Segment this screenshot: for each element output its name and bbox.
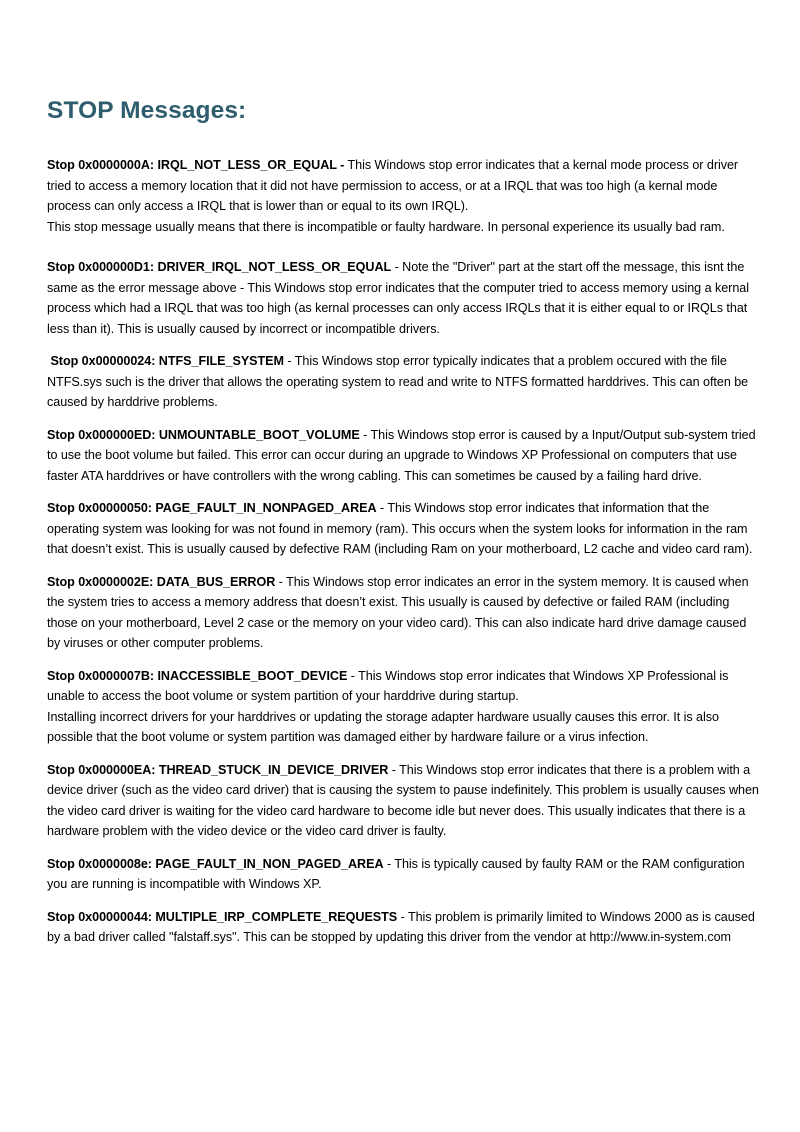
stop-code: Stop 0x0000008e: PAGE_FAULT_IN_NON_PAGED_AREA — [47, 856, 384, 871]
stop-entry-0x000000D1 — [47, 257, 759, 339]
stop-entry-0x0000007B — [47, 666, 759, 748]
stop-entry-0x0000008e — [47, 854, 759, 895]
entry-paragraph — [47, 155, 759, 217]
stop-code: Stop 0x000000ED: UNMOUNTABLE_BOOT_VOLUME — [47, 427, 360, 442]
stop-code: Stop 0x0000007B: INACCESSIBLE_BOOT_DEVICE — [47, 668, 348, 683]
stop-description: - This Windows stop error indicates that Windows XP Professional is unable to access the boot volume or system partition of your harddrive during startup. — [47, 668, 729, 703]
entry-paragraph — [47, 498, 759, 560]
stop-code: Stop 0x0000002E: DATA_BUS_ERROR — [47, 574, 276, 589]
entry-paragraph — [47, 257, 759, 339]
entry-paragraph — [47, 907, 759, 948]
stop-code: Stop 0x000000D1: DRIVER_IRQL_NOT_LESS_OR_EQUAL — [47, 260, 392, 274]
stop-description: This Windows stop error indicates that a kernal mode process or driver tried to access a memory location that it did not have permission to access, or at a IRQL that was too high (a kernal mode process can only access a IRQL that is lower than or equal to its own IRQL). — [47, 158, 739, 213]
stop-description: - This Windows stop error is caused by a Input/Output sub-system tried to use the boot volume but failed. This error can occur during an upgrade to Windows XP Professional on computers that use faster ATA harddrives or have controllers with the wrong cabling. This can sometimes be caused by a failing hard drive. — [47, 427, 756, 483]
stop-entry-0x00000050 — [47, 498, 759, 560]
stop-code: Stop 0x00000024: NTFS_FILE_SYSTEM — [47, 354, 284, 368]
entry-extra-paragraph: Installing incorrect drivers for your harddrives or updating the storage adapter hardware usually causes this error. It is also possible that the boot volume or system partition was damaged either by hardware failure or a virus infection. — [47, 709, 719, 744]
entry-paragraph — [47, 760, 759, 842]
stop-description: - This problem is primarily limited to Windows 2000 as is caused by a bad driver called "falstaff.sys". This can be stopped by updating this driver from the vendor at http://www.in-system.com — [47, 909, 755, 944]
stop-code: Stop 0x00000050: PAGE_FAULT_IN_NONPAGED_AREA — [47, 501, 377, 515]
entry-paragraph — [47, 854, 759, 895]
entry-paragraph — [47, 425, 759, 487]
stop-entry-0x000000ED — [47, 425, 759, 487]
stop-description: - Note the "Driver" part at the start off the message, this isnt the same as the error message above - This Windows stop error indicates that the computer tried to access memory using a kernal process which had a IRQL that was too high (as kernal processes can only access IRQLs that it is either equal to or IRQLs that less than it). This is usually caused by incorrect or incompatible drivers. — [47, 260, 749, 336]
stop-description: - This Windows stop error indicates an error in the system memory. It is caused when the system tries to access a memory address that doesn’t exist. This usually is caused by defective or failed RAM (including those on your motherboard, Level 2 case or the memory on your video card). This can also indicate hard drive damage caused by viruses or other computer problems. — [47, 574, 749, 650]
stop-description: - This Windows stop error typically indicates that a problem occured with the file NTFS.sys such is the driver that allows the operating system to read and write to NTFS formatted harddrives. This can often be caused by harddrive problems. — [47, 354, 749, 409]
stop-description: - This Windows stop error indicates that information that the operating system was looking for was not found in memory (ram). This occurs when the system looks for information in the ram that doesn’t exist. This is usually caused by defective RAM (including Ram on your motherboard, L2 cache and video card ram). — [47, 501, 753, 556]
entry-paragraph — [47, 666, 759, 707]
stop-code: Stop 0x0000000A: IRQL_NOT_LESS_OR_EQUAL - — [47, 158, 345, 172]
stop-entry-0x0000000A — [47, 155, 759, 237]
stop-entry-0x00000044 — [47, 907, 759, 948]
stop-code: Stop 0x000000EA: THREAD_STUCK_IN_DEVICE_DRIVER — [47, 762, 389, 777]
stop-code: Stop 0x00000044: MULTIPLE_IRP_COMPLETE_REQUESTS — [47, 909, 398, 924]
document-page — [47, 95, 759, 960]
stop-entry-0x000000EA — [47, 760, 759, 842]
page-title: STOP Messages: — [47, 97, 247, 124]
stop-entry-0x00000024 — [47, 351, 759, 413]
entry-extra-paragraph: This stop message usually means that there is incompatible or faulty hardware. In personal experience its usually bad ram. — [47, 219, 725, 234]
entry-paragraph — [47, 572, 759, 654]
stop-description: - This is typically caused by faulty RAM or the RAM configuration you are running is incompatible with Windows XP. — [47, 856, 745, 891]
entry-paragraph — [47, 351, 759, 413]
stop-description: - This Windows stop error indicates that there is a problem with a device driver (such as the video card driver) that is causing the system to pause indefinitely. This problem is usually causes when the video card driver is waiting for the video card hardware to become idle but never does. This usually indicates that there is a hardware problem with the video device or the video card driver is faulty. — [47, 762, 759, 838]
stop-entry-0x0000002E — [47, 572, 759, 654]
